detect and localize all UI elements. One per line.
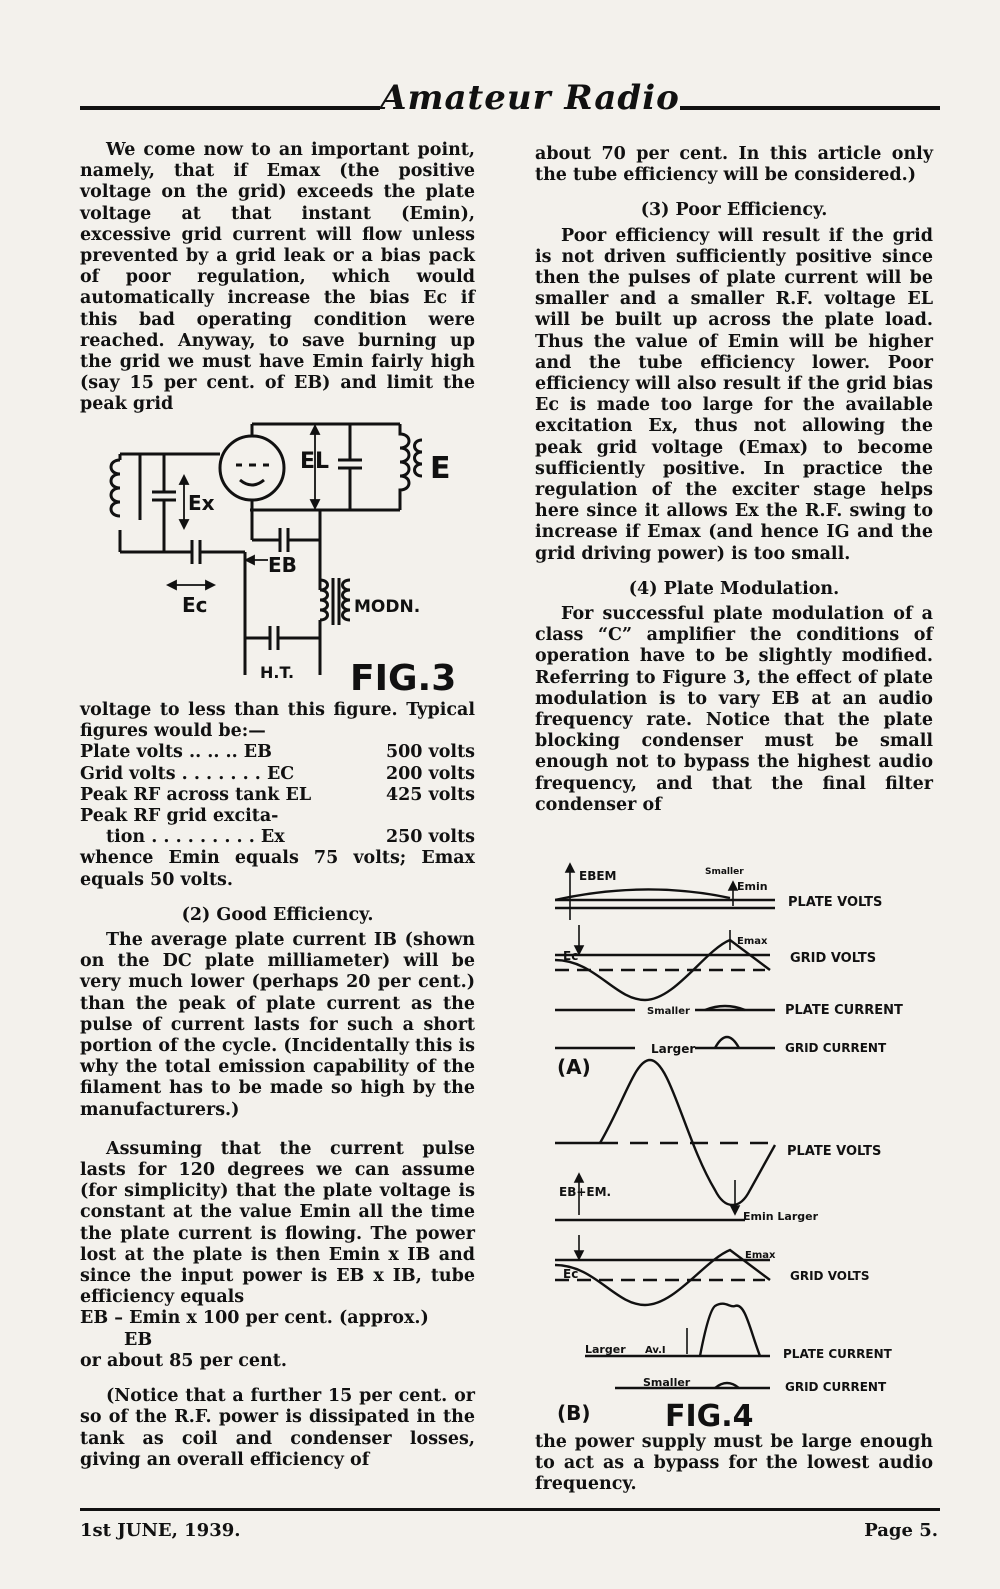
left-column-lower <box>80 700 475 1471</box>
right-column <box>535 144 933 816</box>
fig4-label-larger-b: Larger <box>585 1343 626 1356</box>
typical-figures-label: tion . . . . . . . . . Ex <box>106 827 285 848</box>
typical-figures-row-4 <box>80 806 475 827</box>
fig3-label-e: E <box>430 451 451 486</box>
right-column-lower <box>535 1432 933 1496</box>
fig4-caption: FIG.4 <box>665 1399 754 1434</box>
figure-3-circuit <box>100 420 470 700</box>
typical-figures-row-5 <box>80 827 475 848</box>
typical-figures-value: 250 volts <box>385 827 475 848</box>
left-paragraph-5: Assuming that the current pulse lasts for 120 degrees we can assume (for simplicity) that the plate voltage is constant at the value Emin all the time the plate current is flowing. The power lost at the plate is then Emin x IB and since the input power is EB x IB, tube efficiency equals <box>80 1138 475 1308</box>
left-paragraph-3: whence Emin equals 75 volts; Emax equals 50 volts. <box>80 848 475 890</box>
fig4-label-grid-current-a: GRID CURRENT <box>785 1041 887 1055</box>
fig3-label-el: EL <box>300 449 330 474</box>
footer-rule <box>80 1508 940 1511</box>
fig4-label-smaller-b: Smaller <box>643 1376 691 1389</box>
right-paragraph-4: the power supply must be large enough to act as a bypass for the lowest audio frequency. <box>535 1432 933 1495</box>
fig4-label-emin-larger: Emin Larger <box>743 1210 819 1223</box>
typical-figures-label: Plate volts .. .. .. EB <box>80 742 272 763</box>
left-column <box>80 140 475 416</box>
typical-figures-value: 200 volts <box>385 763 475 784</box>
efficiency-formula: EB – Emin x 100 per cent. (approx.) <box>80 1308 429 1329</box>
fig3-label-ec: Ec <box>182 593 208 617</box>
masthead-title: Amateur Radio <box>380 78 680 118</box>
left-paragraph-5b: or about 85 per cent. <box>80 1350 287 1371</box>
fig3-caption: FIG.3 <box>350 658 457 699</box>
fig3-label-modn: MODN. <box>354 597 421 617</box>
typical-figures-row-2 <box>80 764 475 785</box>
vacuum-tube <box>220 436 284 500</box>
fig4-panel-b: (B) <box>557 1401 591 1425</box>
fig4-label-smaller-a: Smaller <box>647 1006 690 1017</box>
fig4-label-grid-volts-b: GRID VOLTS <box>790 1269 870 1283</box>
fig4-label-grid-current-b: GRID CURRENT <box>785 1380 887 1394</box>
heading-poor-efficiency: (3) Poor Efficiency. <box>640 200 828 221</box>
masthead <box>80 78 940 128</box>
fig4-label-plate-volts-a: PLATE VOLTS <box>788 895 883 910</box>
footer-date: 1st JUNE, 1939. <box>80 1520 241 1541</box>
fig4-panel-a: (A) <box>557 1055 591 1079</box>
right-paragraph-3: For successful plate modulation of a class “C” amplifier the conditions of operation have to be slightly modified. Referring to Figure 3, the effect of plate modulation is to vary EB at an audio frequency rate. Notice that the plate blocking condenser must be small enough not to bypass the highest audio frequency, and that the final filter condenser of <box>535 604 933 815</box>
right-paragraph-1: about 70 per cent. In this article only the tube efficiency will be considered.) <box>535 144 933 186</box>
heading-plate-modulation: (4) Plate Modulation. <box>628 578 840 599</box>
fig4-label-grid-volts-a: GRID VOLTS <box>790 951 877 966</box>
fig4-label-plate-current-a: PLATE CURRENT <box>785 1003 903 1018</box>
footer-page-number: Page 5. <box>864 1520 938 1541</box>
left-paragraph-4: The average plate current IB (shown on the DC plate milliameter) will be very much lower (perhaps 20 per cent.) than the peak of plate current as the pulse of current lasts for such a short portion of the cycle. (Incidentally this is why the total emission capability of the filament has to be made so high by the manufacturers.) <box>80 930 475 1120</box>
right-paragraph-2: Poor efficiency will result if the grid is not driven sufficiently positive since then the pulses of plate current will be smaller and a smaller R.F. voltage EL will be built up across the plate load. Thus the value of Emin will be higher and the tube efficiency lower. Poor efficiency will also result if the grid bias Ec is made too large for the available excitation Ex, thus not allowing the peak grid voltage (Emax) to become sufficiently positive. In practice the regulation of the exciter stage helps here since it allows Ex the R.F. swing to increase if Emax (and hence IG and the grid driving power) is too small. <box>535 225 933 564</box>
masthead-rule-right <box>680 106 940 110</box>
fig4-label-ec-a: Ec <box>563 949 579 963</box>
fig4-label-larger-a: Larger <box>651 1042 696 1056</box>
fig3-label-ex: Ex <box>188 491 215 515</box>
fig3-label-ht: H.T. <box>260 663 295 682</box>
figure-4-waveforms <box>555 860 935 1440</box>
fig4-label-eb-em: EBEM <box>579 869 617 883</box>
fig4-label-plate-current-b: PLATE CURRENT <box>783 1347 892 1361</box>
fig4-label-emax-a: Emax <box>737 936 768 947</box>
heading-good-efficiency: (2) Good Efficiency. <box>181 904 374 925</box>
fig4-label-ec-b: Ec <box>563 1267 579 1281</box>
fig4-label-emax-b: Emax <box>745 1250 776 1261</box>
left-paragraph-2: voltage to less than this figure. Typical figures would be:— <box>80 700 475 742</box>
typical-figures-row-1 <box>80 742 475 763</box>
masthead-rule-left <box>80 106 380 110</box>
fig4-label-smaller-top: Smaller <box>705 867 744 877</box>
typical-figures-label: Peak RF across tank EL <box>80 784 312 805</box>
fig4-label-plate-volts-b: PLATE VOLTS <box>787 1144 882 1159</box>
left-paragraph-1: We come now to an important point, namely, that if Emax (the positive voltage on the grid) exceeds the plate voltage at that instant (Emin), excessive grid current will flow unless prevented by a grid leak or a bias pack of poor regulation, which would automatically increase the bias Ec if this bad operating condition were reached. Anyway, to save burning up the grid we must have Emin fairly high (say 15 per cent. of EB) and limit the peak grid <box>80 140 475 415</box>
left-paragraph-6: (Notice that a further 15 per cent. or so of the R.F. power is dissipated in the tank as coil and condenser losses, giving an overall efficiency of <box>80 1386 475 1470</box>
typical-figures-label: Grid volts . . . . . . . EC <box>80 763 295 784</box>
typical-figures-value: 500 volts <box>385 742 475 763</box>
typical-figures-value: 425 volts <box>385 784 475 805</box>
fig4-label-av-i: Av.I <box>645 1345 666 1356</box>
fig3-label-eb: EB <box>268 553 297 577</box>
fig4-label-emin-a: Emin <box>737 880 768 893</box>
efficiency-formula-denominator: EB <box>124 1329 153 1350</box>
typical-figures-label: Peak RF grid excita- <box>80 806 279 827</box>
fig4-label-ebplusem: EB+EM. <box>559 1185 612 1199</box>
typical-figures-row-3 <box>80 785 475 806</box>
